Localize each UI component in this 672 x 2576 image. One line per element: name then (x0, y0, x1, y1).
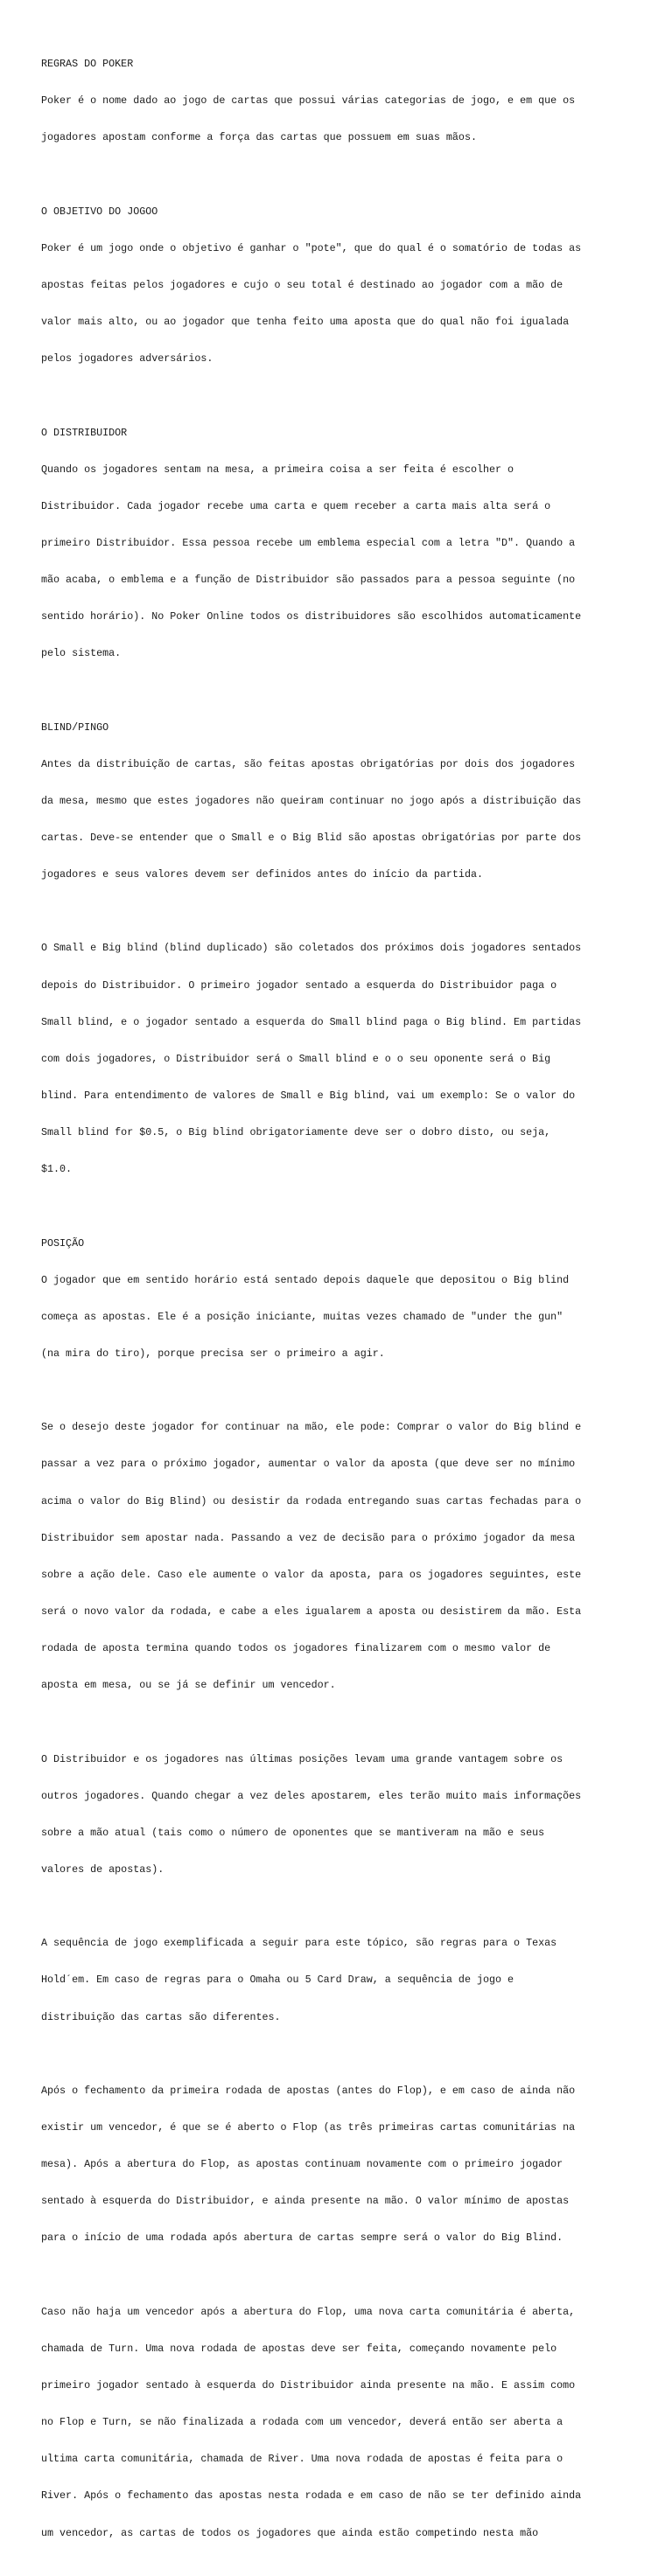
text-line: O jogador que em sentido horário está sentado depois daquele que depositou o Big blind (41, 1273, 570, 1286)
document-body (41, 33, 645, 2576)
text-line: com dois jogadores, o Distribuidor será o Small blind e o o seu oponente será o Big (41, 1052, 551, 1065)
paragraph-small-big-blind (41, 917, 645, 1200)
paragraph-objective (41, 181, 645, 390)
paragraph-late-position (41, 1728, 645, 1900)
section-heading: O DISTRIBUIDOR (41, 426, 128, 439)
text-line: Caso não haja um vencedor após a abertura do Flop, uma nova carta comunitária é aberta, (41, 2305, 576, 2318)
paragraph-blind (41, 697, 645, 906)
text-line: existir um vencedor, é que se é aberto o Flop (as três primeiras cartas comunitárias na (41, 2120, 576, 2134)
text-line: aposta em mesa, ou se já se definir um vencedor. (41, 1679, 336, 1692)
text-line: da mesa, mesmo que estes jogadores não queiram continuar no jogo após a distribuição das (41, 794, 582, 807)
text-line: Distribuidor. Cada jogador recebe uma carta e quem receber a carta mais alta será o (41, 499, 551, 512)
text-line: distribuição das cartas são diferentes. (41, 2010, 281, 2023)
paragraph-turn-river (41, 2281, 645, 2564)
text-line: pelo sistema. (41, 647, 122, 660)
text-line: Poker é um jogo onde o objetivo é ganhar o "pote", que do qual é o somatório de todas as (41, 241, 582, 254)
text-line: passar a vez para o próximo jogador, aumentar o valor da aposta (que deve ser no mínimo (41, 1458, 576, 1471)
text-line: O Small e Big blind (blind duplicado) são coletados dos próximos dois jogadores sentados (41, 942, 582, 955)
text-line: Hold´em. Em caso de regras para o Omaha ou 5 Card Draw, a sequência de jogo e (41, 1974, 514, 1987)
text-line: mão acaba, o emblema e a função de Distribuidor são passados para a pessoa seguinte (no (41, 574, 576, 587)
text-line: jogadores apostam conforme a força das cartas que possuem em suas mãos. (41, 131, 477, 144)
text-line: Small blind, e o jogador sentado a esquerda do Small blind paga o Big blind. Em partidas (41, 1015, 582, 1028)
text-line: será o novo valor da rodada, e cabe a eles igualarem a aposta ou desistirem da mão. Esta (41, 1605, 582, 1618)
text-line: valores de apostas). (41, 1862, 164, 1876)
text-line: Após o fechamento da primeira rodada de apostas (antes do Flop), e em caso de ainda não (41, 2084, 576, 2097)
paragraph-dealer (41, 401, 645, 684)
section-heading: BLIND/PINGO (41, 721, 109, 734)
text-line: apostas feitas pelos jogadores e cujo o seu total é destinado ao jogador com a mão de (41, 278, 564, 291)
paragraph-position (41, 1213, 645, 1385)
text-line: mesa). Após a abertura do Flop, as apostas continuam novamente com o primeiro jogador (41, 2158, 564, 2171)
text-line: $1.0. (41, 1163, 73, 1176)
text-line: um vencedor, as cartas de todos os jogadores que ainda estão competindo nesta mão (41, 2526, 539, 2539)
text-line: sentido horário). No Poker Online todos os distribuidores são escolhidos automaticamente (41, 610, 582, 623)
text-line: pelos jogadores adversários. (41, 352, 214, 366)
text-line: cartas. Deve-se entender que o Small e o Big Blid são apostas obrigatórias por parte dos (41, 832, 582, 845)
paragraph-player-options (41, 1396, 645, 1716)
text-line: River. Após o fechamento das apostas nesta rodada e em caso de não se ter definido ainda (41, 2489, 582, 2503)
text-line: jogadores e seus valores devem ser definidos antes do início da partida. (41, 868, 483, 881)
text-line: sobre a mão atual (tais como o número de oponentes que se mantiveram na mão e seus (41, 1826, 545, 1839)
text-line: rodada de aposta termina quando todos os jogadores finalizarem com o mesmo valor de (41, 1642, 551, 1655)
section-heading: REGRAS DO POKER (41, 58, 134, 71)
paragraph-flop (41, 2060, 645, 2269)
text-line: começa as apostas. Ele é a posição iniciante, muitas vezes chamado de "under the gun" (41, 1310, 564, 1323)
text-line: A sequência de jogo exemplificada a seguir para este tópico, são regras para o Texas (41, 1937, 557, 1950)
text-line: outros jogadores. Quando chegar a vez deles apostarem, eles terão muito mais informações (41, 1789, 582, 1802)
section-heading: O OBJETIVO DO JOGOO (41, 205, 158, 218)
text-line: blind. Para entendimento de valores de Small e Big blind, vai um exemplo: Se o valor do (41, 1090, 576, 1103)
text-line: Poker é o nome dado ao jogo de cartas que possui várias categorias de jogo, e em que os (41, 94, 576, 108)
text-line: no Flop e Turn, se não finalizada a rodada com um vencedor, deverá então ser aberta a (41, 2416, 564, 2429)
text-line: O Distribuidor e os jogadores nas últimas posições levam uma grande vantagem sobre os (41, 1752, 564, 1765)
paragraph-intro (41, 33, 645, 169)
text-line: para o início de uma rodada após abertura de cartas sempre será o valor do Big Blind. (41, 2231, 564, 2245)
text-line: Quando os jogadores sentam na mesa, a primeira coisa a ser feita é escolher o (41, 463, 514, 476)
section-heading: POSIÇÃO (41, 1236, 85, 1250)
text-line: sentado à esquerda do Distribuidor, e ainda presente na mão. O valor mínimo de apostas (41, 2195, 570, 2208)
text-line: chamada de Turn. Uma nova rodada de apostas deve ser feita, começando novamente pelo (41, 2342, 557, 2355)
text-line: depois do Distribuidor. O primeiro jogador sentado a esquerda do Distribuidor paga o (41, 978, 557, 992)
paragraph-sequence (41, 1912, 645, 2048)
text-line: Small blind for $0.5, o Big blind obrigatoriamente deve ser o dobro disto, ou seja, (41, 1126, 551, 1139)
text-line: acima o valor do Big Blind) ou desistir da rodada entregando suas cartas fechadas para o (41, 1494, 582, 1507)
text-line: ultima carta comunitária, chamada de River. Uma nova rodada de apostas é feita para o (41, 2453, 564, 2466)
text-line: Distribuidor sem apostar nada. Passando a vez de decisão para o próximo jogador da mesa (41, 1531, 576, 1544)
text-line: valor mais alto, ou ao jogador que tenha feito uma aposta que do qual não foi igualada (41, 316, 570, 329)
text-line: Antes da distribuição de cartas, são feitas apostas obrigatórias por dois dos jogadores (41, 757, 576, 770)
text-line: Se o desejo deste jogador for continuar na mão, ele pode: Comprar o valor do Big blind e (41, 1421, 582, 1434)
text-line: sobre a ação dele. Caso ele aumente o valor da aposta, para os jogadores seguintes, este (41, 1568, 582, 1581)
text-line: primeiro jogador sentado à esquerda do Distribuidor ainda presente na mão. E assim como (41, 2378, 576, 2392)
text-line: primeiro Distribuidor. Essa pessoa recebe um emblema especial com a letra "D". Quando a (41, 536, 576, 549)
text-line: (na mira do tiro), porque precisa ser o primeiro a agir. (41, 1347, 385, 1361)
